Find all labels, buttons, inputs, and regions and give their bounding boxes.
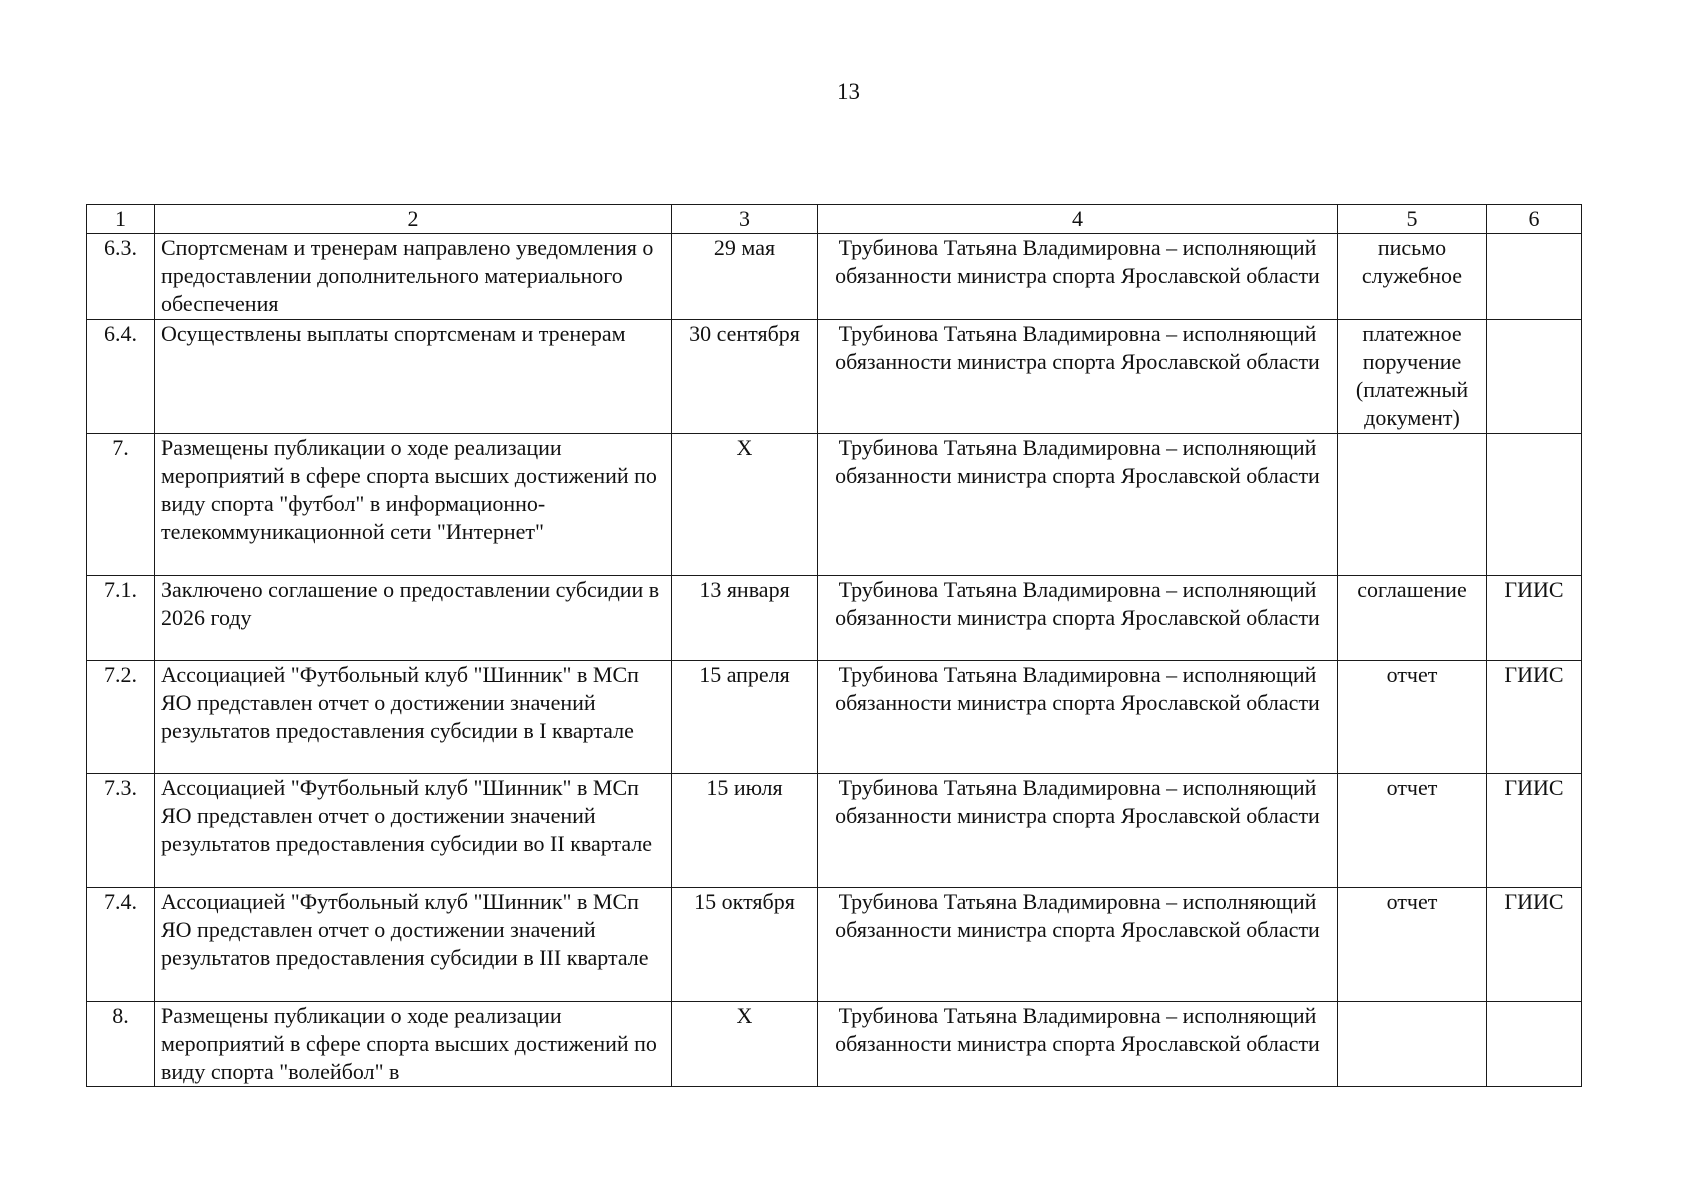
row-date: 30 сентября — [672, 320, 818, 434]
row-number: 7.3. — [87, 774, 155, 888]
row-number: 6.4. — [87, 320, 155, 434]
row-responsible: Трубинова Татьяна Владимировна – исполняющий обязанности министра спорта Ярославской области — [818, 434, 1338, 576]
row-date: 13 января — [672, 576, 818, 661]
row-document: отчет — [1338, 888, 1487, 1002]
row-date: Х — [672, 434, 818, 576]
table-row — [87, 1002, 1582, 1087]
row-event: Ассоциацией "Футбольный клуб "Шинник" в МСп ЯО представлен отчет о достижении значений результатов предоставления субсидии во II квартале — [155, 774, 672, 888]
table-row — [87, 888, 1582, 1002]
column-header: 3 — [672, 205, 818, 234]
table-row — [87, 576, 1582, 661]
row-system: ГИИС — [1487, 774, 1582, 888]
row-responsible: Трубинова Татьяна Владимировна – исполняющий обязанности министра спорта Ярославской области — [818, 320, 1338, 434]
column-header: 4 — [818, 205, 1338, 234]
row-system: ГИИС — [1487, 576, 1582, 661]
row-event: Спортсменам и тренерам направлено уведомления о предоставлении дополнительного материального обеспечения — [155, 234, 672, 320]
row-responsible: Трубинова Татьяна Владимировна – исполняющий обязанности министра спорта Ярославской области — [818, 234, 1338, 320]
row-system: ГИИС — [1487, 661, 1582, 774]
row-event: Ассоциацией "Футбольный клуб "Шинник" в МСп ЯО представлен отчет о достижении значений результатов предоставления субсидии в I квартале — [155, 661, 672, 774]
row-date: 15 июля — [672, 774, 818, 888]
row-document: письмо служебное — [1338, 234, 1487, 320]
row-event: Размещены публикации о ходе реализации мероприятий в сфере спорта высших достижений по виду спорта "футбол" в информационно-телекоммуникационной сети "Интернет" — [155, 434, 672, 576]
row-responsible: Трубинова Татьяна Владимировна – исполняющий обязанности министра спорта Ярославской области — [818, 1002, 1338, 1087]
row-date: Х — [672, 1002, 818, 1087]
row-number: 8. — [87, 1002, 155, 1087]
row-document: платежное поручение (платежный документ) — [1338, 320, 1487, 434]
row-number: 7.2. — [87, 661, 155, 774]
row-number: 7.4. — [87, 888, 155, 1002]
page-number: 13 — [837, 79, 860, 104]
plan-table — [86, 204, 1582, 1087]
table-header-row — [87, 205, 1582, 234]
table-row — [87, 320, 1582, 434]
row-document: отчет — [1338, 774, 1487, 888]
row-number: 7. — [87, 434, 155, 576]
row-event: Осуществлены выплаты спортсменам и тренерам — [155, 320, 672, 434]
row-number: 7.1. — [87, 576, 155, 661]
row-system — [1487, 434, 1582, 576]
row-document — [1338, 434, 1487, 576]
row-event: Размещены публикации о ходе реализации мероприятий в сфере спорта высших достижений по виду спорта "волейбол" в — [155, 1002, 672, 1087]
row-number: 6.3. — [87, 234, 155, 320]
row-event: Ассоциацией "Футбольный клуб "Шинник" в МСп ЯО представлен отчет о достижении значений результатов предоставления субсидии в III квартале — [155, 888, 672, 1002]
row-document — [1338, 1002, 1487, 1087]
row-date: 29 мая — [672, 234, 818, 320]
row-date: 15 апреля — [672, 661, 818, 774]
row-document: соглашение — [1338, 576, 1487, 661]
column-header: 1 — [87, 205, 155, 234]
table-row — [87, 234, 1582, 320]
column-header: 5 — [1338, 205, 1487, 234]
row-responsible: Трубинова Татьяна Владимировна – исполняющий обязанности министра спорта Ярославской области — [818, 576, 1338, 661]
row-system — [1487, 1002, 1582, 1087]
row-responsible: Трубинова Татьяна Владимировна – исполняющий обязанности министра спорта Ярославской области — [818, 661, 1338, 774]
table-row — [87, 434, 1582, 576]
row-responsible: Трубинова Татьяна Владимировна – исполняющий обязанности министра спорта Ярославской области — [818, 888, 1338, 1002]
row-responsible: Трубинова Татьяна Владимировна – исполняющий обязанности министра спорта Ярославской области — [818, 774, 1338, 888]
table-row — [87, 774, 1582, 888]
row-document: отчет — [1338, 661, 1487, 774]
row-event: Заключено соглашение о предоставлении субсидии в 2026 году — [155, 576, 672, 661]
row-date: 15 октября — [672, 888, 818, 1002]
column-header: 6 — [1487, 205, 1582, 234]
row-system: ГИИС — [1487, 888, 1582, 1002]
table-row — [87, 661, 1582, 774]
row-system — [1487, 234, 1582, 320]
row-system — [1487, 320, 1582, 434]
column-header: 2 — [155, 205, 672, 234]
